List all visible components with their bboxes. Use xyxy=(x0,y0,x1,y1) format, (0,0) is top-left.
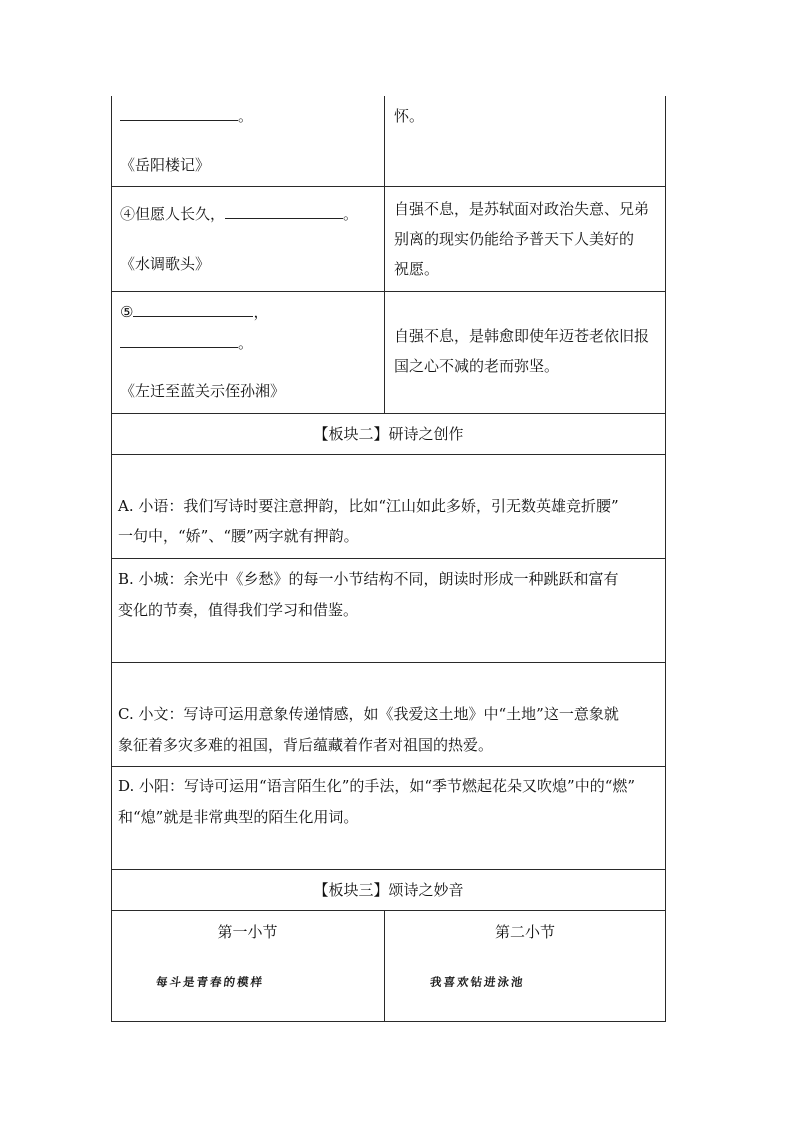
row-line-5 xyxy=(111,558,666,559)
row-line-8 xyxy=(111,869,666,870)
row2-fill-line: ④但愿人长久， 。 xyxy=(120,205,359,223)
row1-right-text: 怀。 xyxy=(394,107,425,125)
answer-blank[interactable] xyxy=(120,106,238,121)
row-line-9 xyxy=(111,910,666,911)
row3-right-line-2: 国之心不减的老而弥坚。 xyxy=(394,357,560,375)
row2-right-line-1: 自强不息，是苏轼面对政治失意、兄弟 xyxy=(394,200,650,218)
col1-handwritten-line: 每斗是青春的模样 xyxy=(155,975,265,989)
row1-source: 《岳阳楼记》 xyxy=(120,156,211,174)
col2-handwritten-line: 我喜欢钻进泳池 xyxy=(429,975,526,989)
section-two-title: 【板块二】研诗之创作 xyxy=(313,425,464,443)
row2-right-line-2: 别离的现实仍能给予普天下人美好的 xyxy=(394,230,635,248)
row-line-6 xyxy=(111,662,666,663)
row3-fill-line-2: 。 xyxy=(120,333,253,353)
row-line-3 xyxy=(111,413,666,414)
row2-right-line-3: 祝愿。 xyxy=(394,260,440,278)
option-d-line-2: 和“熄”就是非常典型的陌生化用词。 xyxy=(118,808,359,826)
answer-blank[interactable] xyxy=(225,204,343,219)
row-line-2 xyxy=(111,291,666,292)
row3-right-line-1: 自强不息，是韩愈即使年迈苍老依旧报 xyxy=(394,327,650,345)
section-three-title: 【板块三】颂诗之妙音 xyxy=(313,881,464,899)
row3-fill-line-1: ⑤ ， xyxy=(120,303,269,321)
option-a-line-2: 一句中，“娇”、“腰”两字就有押韵。 xyxy=(118,527,359,545)
answer-blank[interactable] xyxy=(133,302,253,317)
option-b-line-2: 变化的节奏，值得我们学习和借鉴。 xyxy=(118,601,359,619)
row3-source: 《左迁至蓝关示侄孙湘》 xyxy=(120,382,286,400)
row-line-7 xyxy=(111,766,666,767)
answer-blank[interactable] xyxy=(120,333,238,348)
row-line-4 xyxy=(111,454,666,455)
row1-fill-line: 。 xyxy=(120,106,253,126)
option-b-line-1: B. 小城：余光中《乡愁》的每一小节结构不同，朗读时形成一种跳跃和富有 xyxy=(118,570,619,588)
col2-header: 第二小节 xyxy=(494,923,555,941)
table-divider-section-one xyxy=(384,96,385,413)
row-line-1 xyxy=(111,186,666,187)
option-c-line-2: 象征着多灾多难的祖国，背后蕴藏着作者对祖国的热爱。 xyxy=(118,736,494,754)
row-line-10 xyxy=(111,1021,666,1022)
row2-source: 《水调歌头》 xyxy=(120,255,211,273)
col1-header: 第一小节 xyxy=(217,923,278,941)
option-d-line-1: D. 小阳：写诗可运用“语言陌生化”的手法，如“季节燃起花朵又吹熄”中的“燃” xyxy=(118,777,636,795)
option-c-line-1: C. 小文：写诗可运用意象传递情感，如《我爱这土地》中“土地”这一意象就 xyxy=(118,705,619,723)
option-a-line-1: A. 小语：我们写诗时要注意押韵，比如“江山如此多娇，引无数英雄竞折腰” xyxy=(118,497,619,515)
